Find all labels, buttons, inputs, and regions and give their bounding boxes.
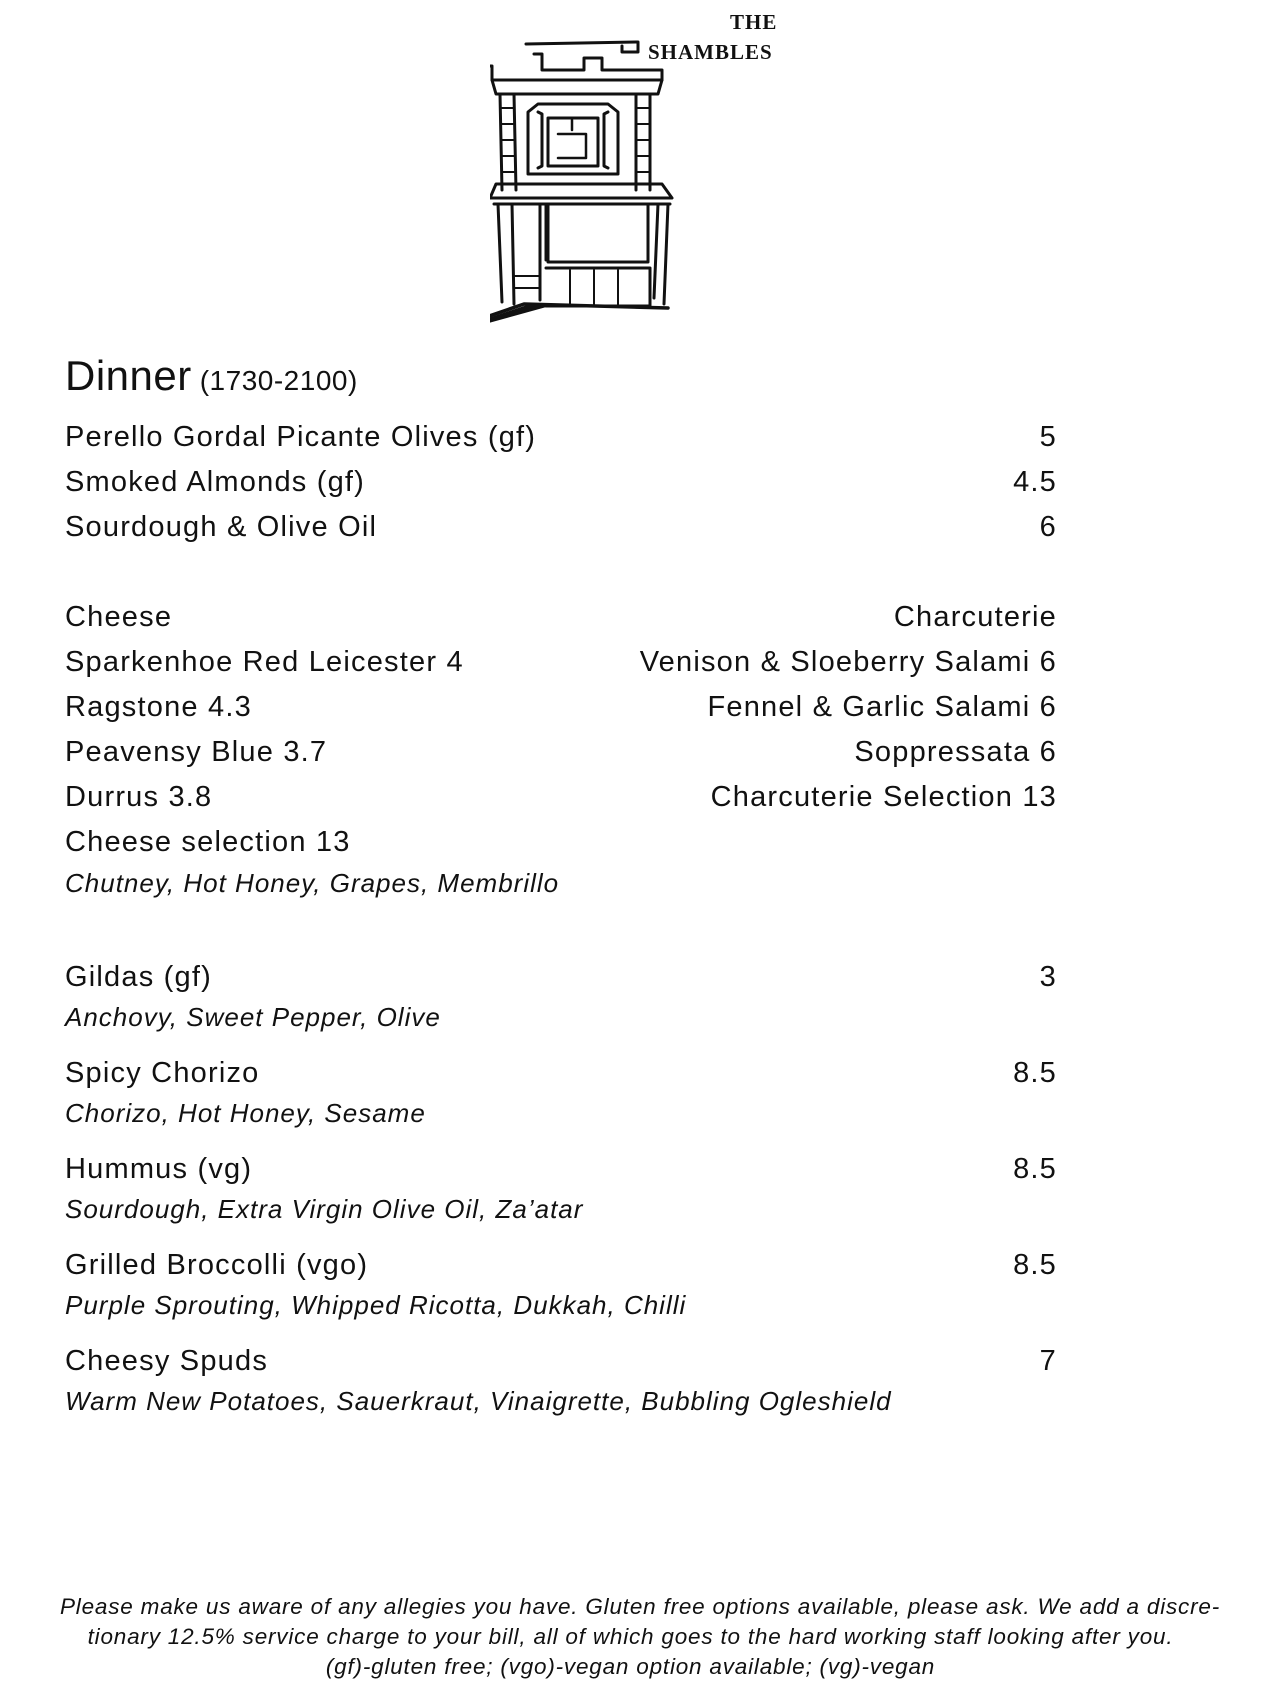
cheese-column xyxy=(65,595,559,901)
dish-description: Sourdough, Extra Virgin Olive Oil, Za’atar xyxy=(65,1194,584,1224)
cheese-item: Durrus 3.8 xyxy=(65,781,213,813)
dish-item xyxy=(65,1243,1057,1323)
charcuterie-item: Venison & Sloeberry Salami 6 xyxy=(639,646,1057,678)
dish-description: Purple Sprouting, Whipped Ricotta, Dukkah, Chilli xyxy=(65,1290,687,1320)
dish-price: 8.5 xyxy=(1013,1249,1057,1281)
item-name: Perello Gordal Picante Olives (gf) xyxy=(65,421,537,453)
notice-line: Please make us aware of any allegies you have. Gluten free options available, please ask. We add a discre- xyxy=(60,1594,1220,1619)
logo-text-the: THE xyxy=(730,10,778,34)
shambles-logo xyxy=(490,8,790,348)
item-price: 6 xyxy=(1039,511,1057,543)
item-name: Smoked Almonds (gf) xyxy=(65,466,366,498)
cheese-heading: Cheese xyxy=(65,601,173,633)
charcuterie-column xyxy=(640,595,1057,820)
dish-price: 7 xyxy=(1039,1345,1057,1377)
dish-name: Grilled Broccolli (vgo) xyxy=(65,1249,369,1281)
dish-item xyxy=(65,955,1057,1035)
cheese-item: Peavensy Blue 3.7 xyxy=(65,736,328,768)
allergy-notice xyxy=(60,1592,1220,1682)
dish-description: Chorizo, Hot Honey, Sesame xyxy=(65,1098,426,1128)
charcuterie-item: Charcuterie Selection 13 xyxy=(710,781,1057,813)
item-price: 4.5 xyxy=(1013,466,1057,498)
menu-item xyxy=(65,505,1057,550)
dietary-key: (gf)-gluten free; (vgo)-vegan option available; (vg)-vegan xyxy=(325,1654,936,1679)
charcuterie-heading: Charcuterie xyxy=(893,601,1057,633)
dish-description: Warm New Potatoes, Sauerkraut, Vinaigrette, Bubbling Ogleshield xyxy=(65,1386,892,1416)
dish-price: 8.5 xyxy=(1013,1057,1057,1089)
dish-name: Hummus (vg) xyxy=(65,1153,253,1185)
cheese-item: Cheese selection 13 xyxy=(65,826,351,858)
item-name: Sourdough & Olive Oil xyxy=(65,511,378,543)
serving-hours: (1730-2100) xyxy=(199,365,358,396)
dish-price: 8.5 xyxy=(1013,1153,1057,1185)
cheese-item: Ragstone 4.3 xyxy=(65,691,252,723)
menu-item xyxy=(65,460,1057,505)
charcuterie-item: Soppressata 6 xyxy=(854,736,1057,768)
menu-title: Dinner xyxy=(65,352,192,399)
item-price: 5 xyxy=(1039,421,1057,453)
dish-name: Spicy Chorizo xyxy=(65,1057,260,1089)
dish-price: 3 xyxy=(1039,961,1057,993)
dish-description: Anchovy, Sweet Pepper, Olive xyxy=(65,1002,441,1032)
notice-line: tionary 12.5% service charge to your bill, all of which goes to the hard working staff looking after you. xyxy=(87,1624,1174,1649)
charcuterie-item: Fennel & Garlic Salami 6 xyxy=(707,691,1057,723)
cheese-accompaniments: Chutney, Hot Honey, Grapes, Membrillo xyxy=(65,868,560,898)
logo-text-shambles: SHAMBLES xyxy=(648,40,773,64)
cheese-item: Sparkenhoe Red Leicester 4 xyxy=(65,646,464,678)
starters-section xyxy=(65,415,1057,550)
dish-name: Cheesy Spuds xyxy=(65,1345,269,1377)
menu-heading xyxy=(65,352,358,399)
menu-item xyxy=(65,415,1057,460)
dish-name: Gildas (gf) xyxy=(65,961,212,993)
dish-item xyxy=(65,1339,1057,1419)
dish-item xyxy=(65,1051,1057,1131)
dishes-section xyxy=(65,955,1057,1435)
dish-item xyxy=(65,1147,1057,1227)
